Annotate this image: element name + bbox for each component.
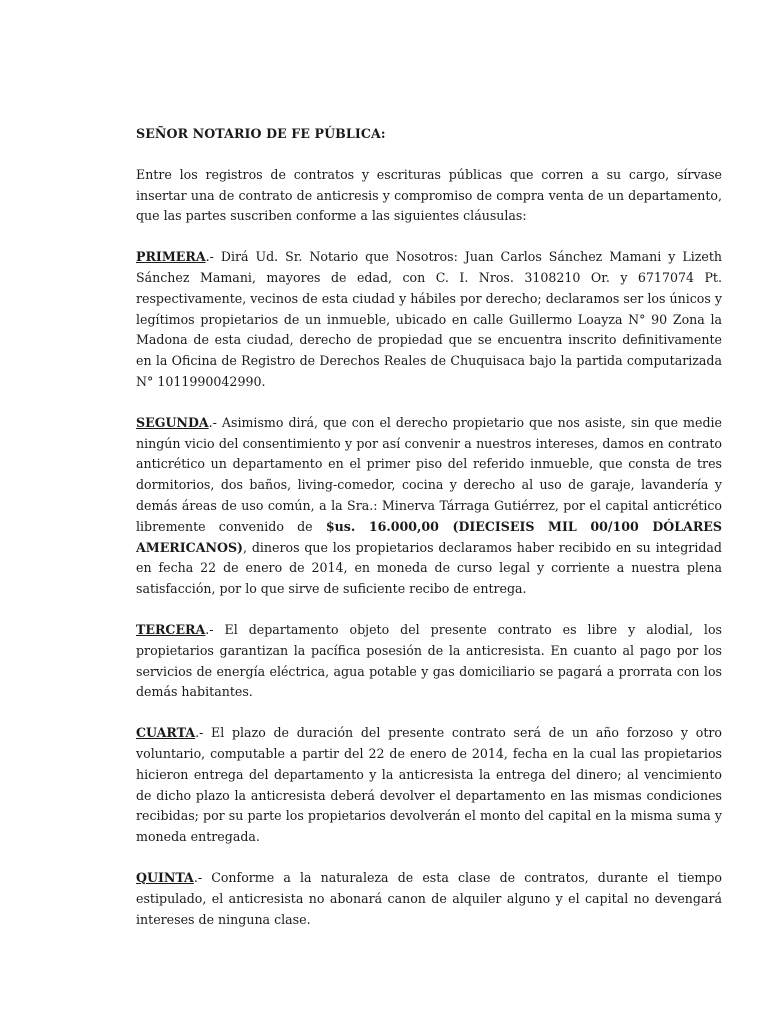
clause-primera: [136, 247, 722, 393]
clause-heading: SEGUNDA: [136, 414, 209, 430]
clause-heading: QUINTA: [136, 869, 194, 885]
document-page: [136, 124, 722, 950]
intro-paragraph: Entre los registros de contratos y escrituras públicas que corren a su cargo, sírvase insertar una de contrato de anticresis y compromiso de compra venta de un departamento, que las partes suscriben conforme a las siguientes cláusulas:: [136, 166, 722, 224]
clause-text: .- El plazo de duración del presente contrato será de un año forzoso y otro voluntario, computable a partir del 22 de enero de 2014, fecha en la cual las propietarios hicieron entrega del departamento y la anticresista la entrega del dinero; al vencimiento de dicho plazo la anticresista deberá devolver el departamento en las mismas condiciones recibidas; por su parte los propietarios devolverán el monto del capital en la misma suma y moneda entregada.: [136, 725, 722, 845]
clause-text: .- El departamento objeto del presente contrato es libre y alodial, los propietarios garantizan la pacífica posesión de la anticresista. En cuanto al pago por los servicios de energía eléctrica, agua potable y gas domiciliario se pagará a prorrata con los demás habitantes.: [136, 621, 722, 700]
clause-text: .- Dirá Ud. Sr. Notario que Nosotros: Juan Carlos Sánchez Mamani y Lizeth Sánchez Mamani, mayores de edad, con C. I. Nros. 3108210 Or. y 6717074 Pt. respectivamente, vecinos de esta ciudad y hábiles por derecho; declaramos ser los únicos y legítimos propietarios de un inmueble, ubicado en calle Guillermo Loayza N° 90 Zona la Madona de esta ciudad, derecho de propiedad que se encuentra inscrito definitivamente en la Oficina de Registro de Derechos Reales de Chuquisaca bajo la partida computarizada N° 1011990042990.: [136, 249, 722, 389]
clause-cuarta: [136, 723, 722, 848]
clause-heading: PRIMERA: [136, 249, 206, 265]
clause-heading: CUARTA: [136, 725, 196, 741]
clause-text: .- Asimismo dirá, que con el derecho propietario que nos asiste, sin que medie ningún vicio del consentimiento y por así convenir a nuestros intereses, damos en contrato anticrético un departamento en el primer piso del referido inmueble, que consta de tres dormitorios, dos baños, living-comedor, cocina y derecho al uso de garaje, lavandería y demás áreas de uso común, a la Sra.: Minerva Tárraga Gutiérrez, por el capital anticrético libremente convenido de: [136, 414, 722, 534]
clause-tercera: [136, 620, 722, 703]
clause-text: .- Conforme a la naturaleza de esta clase de contratos, durante el tiempo estipulado, el anticresista no abonará canon de alquiler alguno y el capital no devengará intereses de ninguna clase.: [136, 869, 722, 927]
capital-amount: $us. 16.000,00 (DIECISEIS MIL 00/100 DÓLARES AMERICANOS): [136, 518, 723, 555]
document-title: SEÑOR NOTARIO DE FE PÚBLICA:: [136, 126, 386, 141]
clause-text-continued: , dineros que los propietarios declaramos haber recibido en su integridad en fecha 22 de enero de 2014, en moneda de curso legal y corriente a nuestra plena satisfacción, por lo que sirve de suficiente recibo de entrega.: [136, 539, 722, 597]
clause-heading: TERCERA: [136, 621, 206, 637]
clause-segunda: [136, 413, 722, 600]
clause-quinta: [136, 868, 722, 930]
